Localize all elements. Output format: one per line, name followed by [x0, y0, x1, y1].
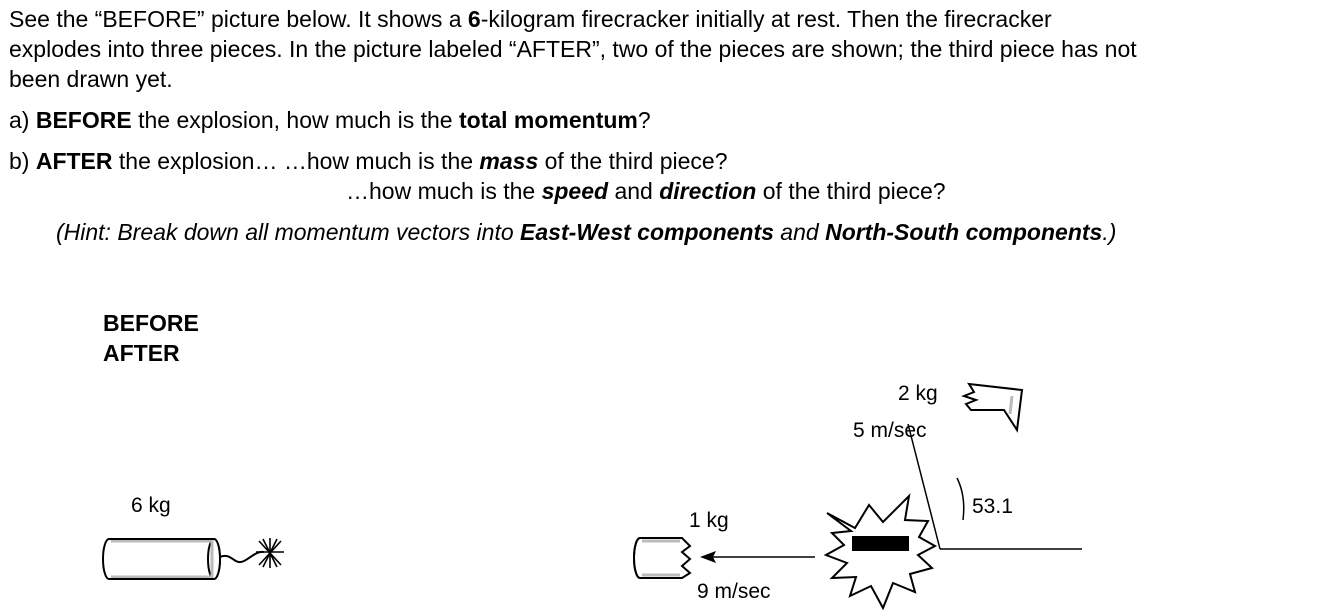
- mass-6kg-label: 6 kg: [131, 494, 171, 517]
- intro-line-2: explodes into three pieces. In the picture labeled “AFTER”, two of the pieces are shown; the third piece has not: [9, 36, 1137, 62]
- intro-line-1: See the “BEFORE” picture below. It shows a 6-kilogram firecracker initially at rest. Then the firecracker: [9, 6, 1052, 32]
- piece-1kg: [634, 538, 690, 578]
- mass-1kg-label: 1 kg: [689, 509, 729, 532]
- speed-9-label: 9 m/sec: [697, 580, 771, 603]
- angle-arc: [957, 478, 964, 520]
- firecracker-whole: [103, 539, 220, 579]
- intro-line-3: been drawn yet.: [9, 66, 173, 92]
- before-label: BEFORE: [103, 310, 199, 336]
- angle-label: 53.1: [972, 495, 1013, 518]
- piece-2kg: [964, 384, 1022, 430]
- after-label: AFTER: [103, 340, 180, 366]
- question-b-line-2: …how much is the speed and direction of the third piece?: [346, 178, 946, 204]
- hint: (Hint: Break down all momentum vectors into East-West components and North-South components.): [56, 219, 1117, 245]
- firecracker-core: [852, 536, 909, 551]
- mass-2kg-label: 2 kg: [898, 382, 938, 405]
- question-a: a) BEFORE the explosion, how much is the total momentum?: [9, 107, 651, 133]
- question-b-line-1: b) AFTER the explosion… …how much is the mass of the third piece?: [9, 148, 728, 174]
- speed-5-label: 5 m/sec: [853, 419, 927, 442]
- explosion-burst: [826, 496, 935, 608]
- fuse: [220, 552, 264, 562]
